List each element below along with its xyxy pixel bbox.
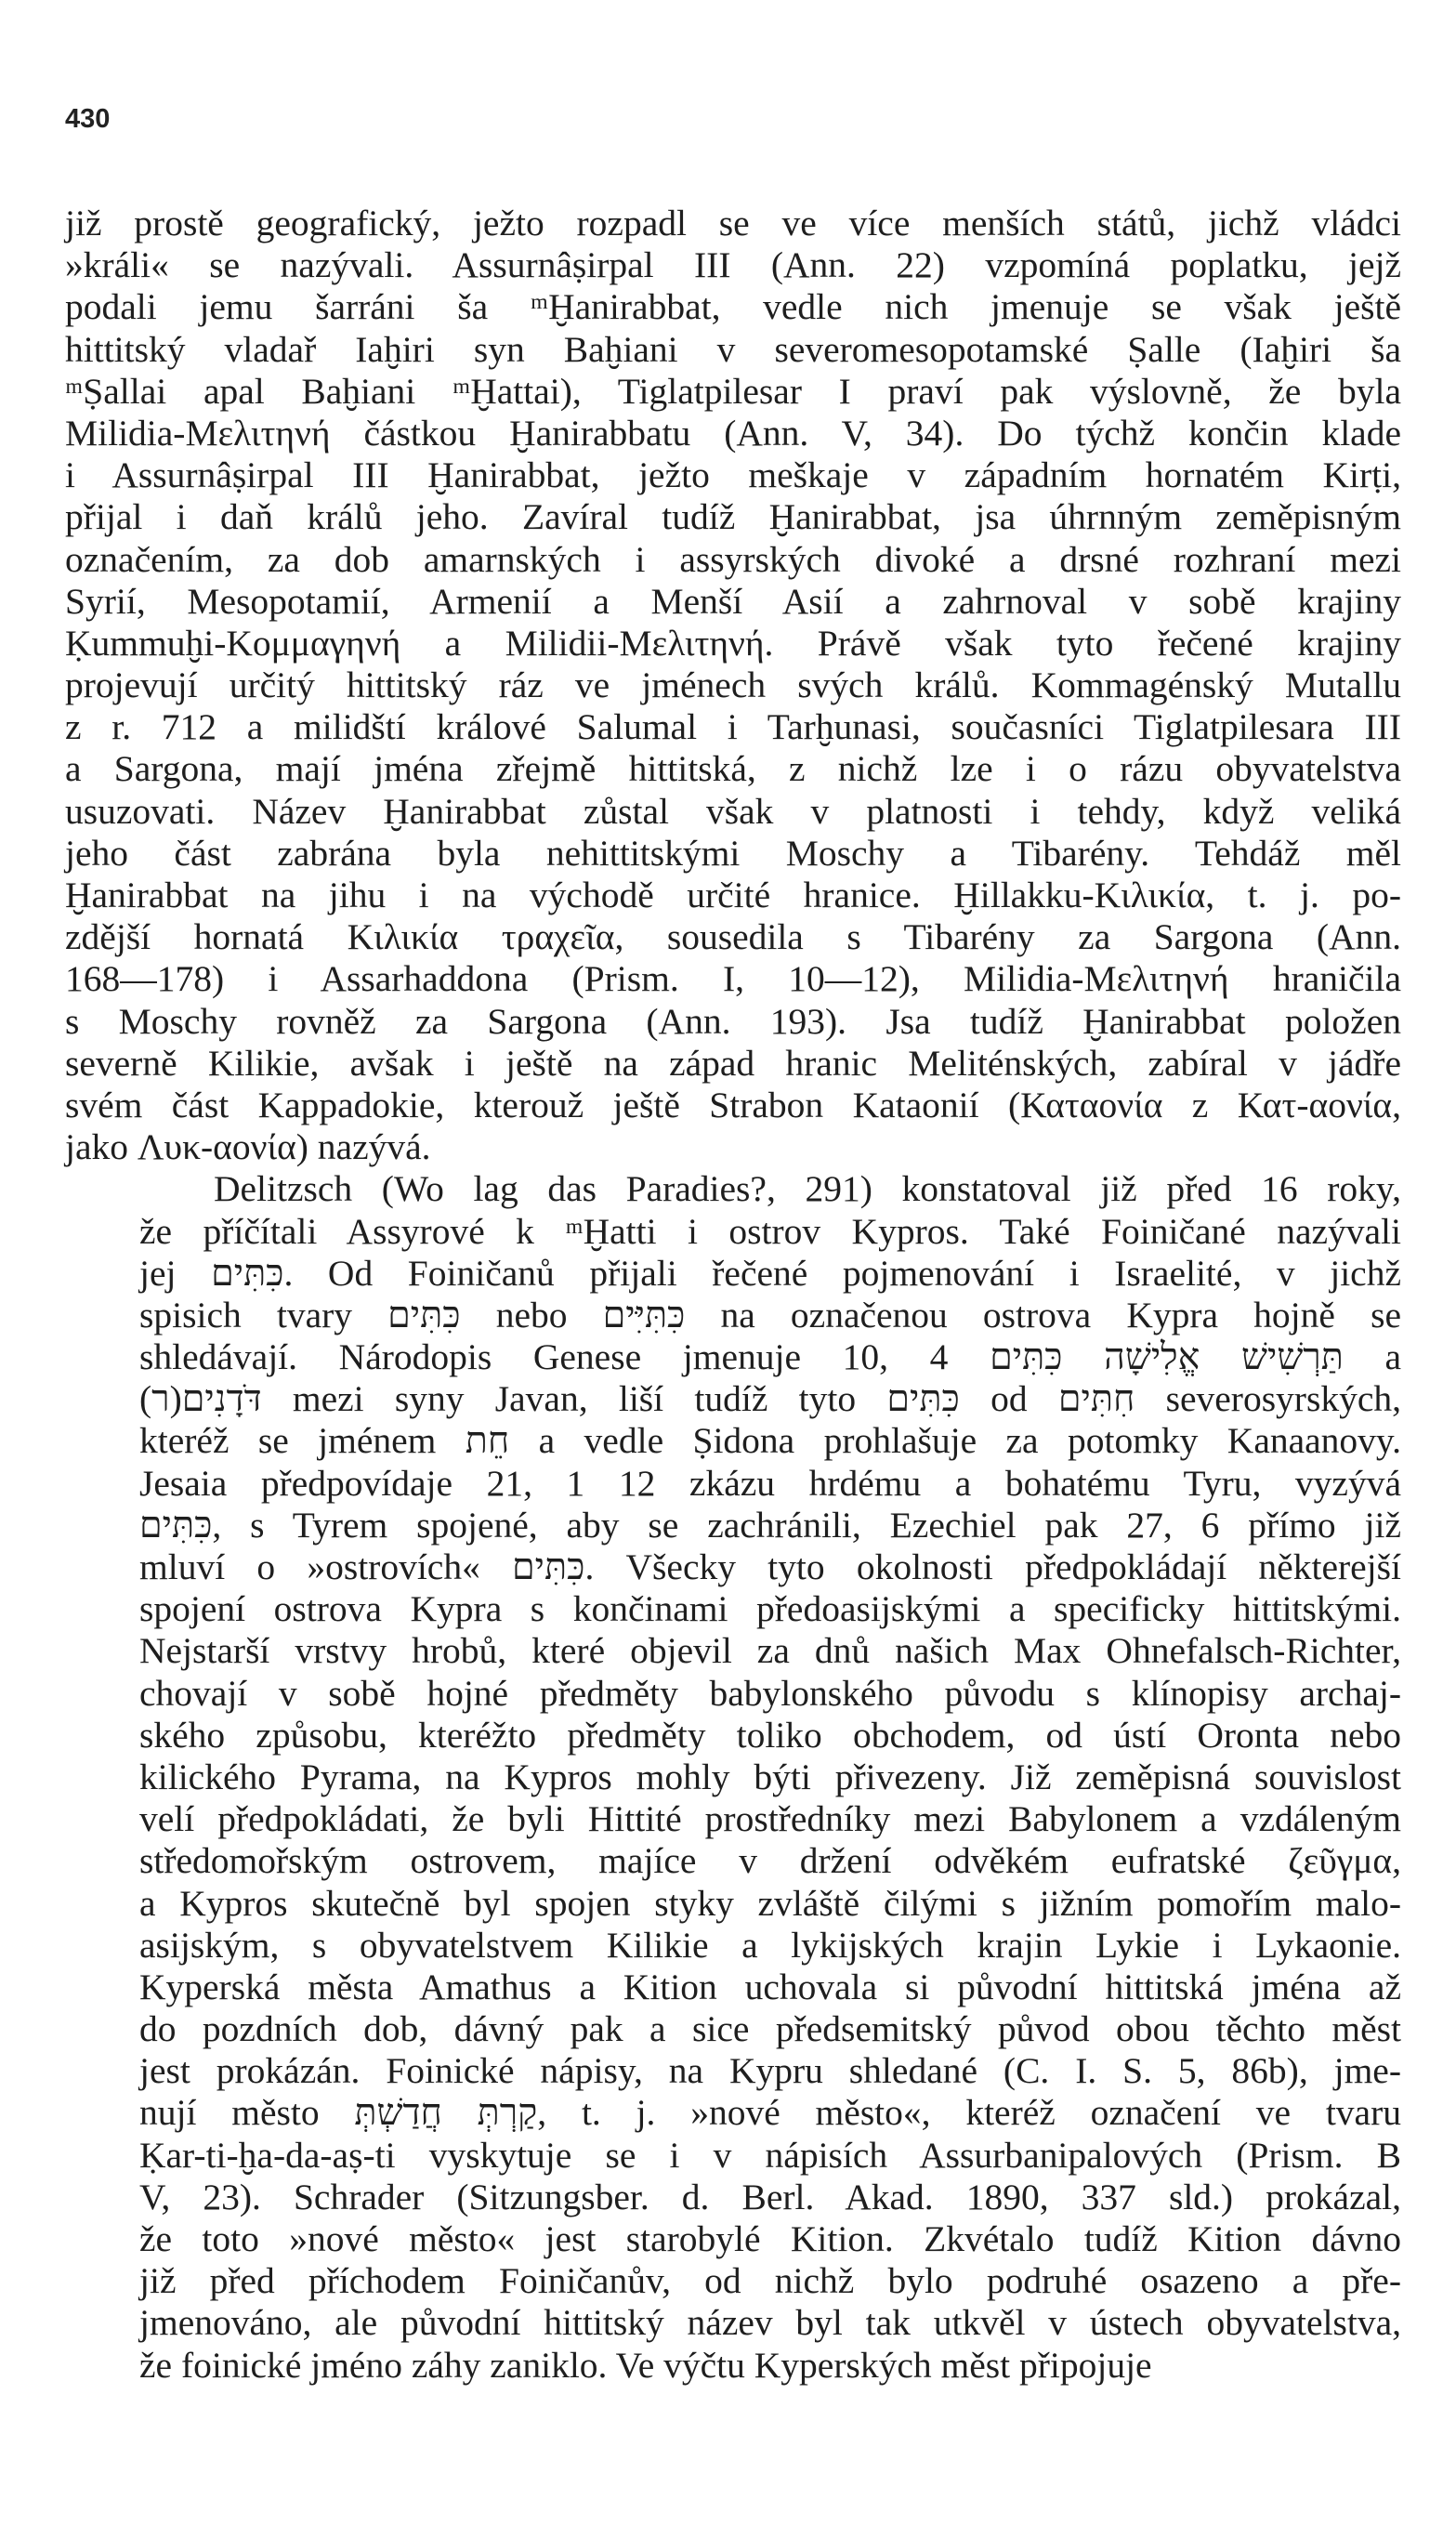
- text-line: Ḳar-ti-ḫa-da-aṣ-ti vyskytuje se i v nápisích Assurbanipalových (Prism. B: [139, 2134, 1401, 2176]
- text-line: i Assurnâṣirpal III Ḫanirabbat, ježto meškaje v západním hornatém Kirṭi,: [65, 454, 1401, 496]
- text-line: chovají v sobě hojné předměty babylonského původu s klínopisy archaj-: [139, 1672, 1401, 1714]
- text-line: do pozdních dob, dávný pak a sice předsemitský původ obou těchto měst: [139, 2008, 1401, 2050]
- text-line: označením, za dob amarnských i assyrských divoké a drsné rozhraní mezi: [65, 538, 1401, 580]
- paragraph-2: [65, 1168, 1401, 2386]
- text-line: asijským, s obyvatelstvem Kilikie a lykijských krajin Lykie i Lykaonie.: [139, 1924, 1401, 1966]
- text-line: (ר)דֹּדָנִים mezi syny Javan, liší tudíž tyto כִּתִּים od חִתִּים severosyrských,: [139, 1378, 1401, 1420]
- text-line: jest prokázán. Foinické nápisy, na Kypru shledané (C. I. S. 5, 86b), jme-: [139, 2050, 1401, 2092]
- text-line: Kyperská města Amathus a Kition uchovala si původní hittitská jména až: [139, 1966, 1401, 2007]
- text-line: V, 23). Schrader (Sitzungsber. d. Berl. Akad. 1890, 337 sld.) prokázal,: [139, 2176, 1401, 2217]
- text-line: ského způsobu, kteréžto předměty toliko obchodem, od ústí Oronta nebo: [139, 1714, 1401, 1756]
- page-number: 430: [65, 104, 111, 134]
- text-line: podali jemu šarráni ša ᵐḪanirabbat, vedle nich jmenuje se však ještě: [65, 286, 1401, 328]
- text-line: Ḳummuḫi-Κομμαγηνή a Milidii-Μελιτηνή. Právě však tyto řečené krajiny: [65, 622, 1401, 664]
- text-line: jmenováno, ale původní hittitský název byl tak utkvěl v ústech obyvatelstva,: [139, 2302, 1401, 2344]
- text-line: nují město קַרְתְּ חֲדַשְׁתְּ, t. j. »nové město«, kteréž označení ve tvaru: [139, 2092, 1401, 2134]
- text-line: hittitský vladař Iaḫiri syn Baḫiani v severomesopotamské Ṣalle (Iaḫiri ša: [65, 328, 1401, 370]
- text-line: že příčítali Assyrové k ᵐḪatti i ostrov Kypros. Také Foiničané nazývali: [139, 1210, 1401, 1252]
- text-line: kteréž se jménem חֵת a vedle Ṣidona prohlašuje za potomky Kanaanovy.: [139, 1420, 1401, 1462]
- text-line: že toto »nové město« jest starobylé Kition. Zkvétalo tudíž Kition dávno: [139, 2218, 1401, 2259]
- text-line: jej כִּתִּים. Od Foiničanů přijali řečené pojmenování i Israelité, v jichž: [139, 1252, 1401, 1294]
- text-line: s Moschy rovněž za Sargona (Ann. 193). Jsa tudíž Ḫanirabbat položen: [65, 1000, 1401, 1042]
- text-line: jeho část zabrána byla nehittitskými Moschy a Tibarény. Tehdáž měl: [65, 832, 1401, 874]
- text-line: a Kypros skutečně byl spojen styky zvláště čilými s jižním pomořím malo-: [139, 1882, 1401, 1924]
- text-line: velí předpokládati, že byli Hittité prostředníky mezi Babylonem a vzdáleným: [139, 1798, 1401, 1840]
- text-line: »králi« se nazývali. Assurnâṣirpal III (Ann. 22) vzpomíná poplatku, jejž: [65, 244, 1401, 286]
- text-line: shledávají. Národopis Genese jmenuje 10, 4 תַּרְשִׁישׁ אֱלִישָׁה כִּתִּים a: [139, 1336, 1401, 1378]
- text-line: středomořským ostrovem, majíce v držení odvěkém eufratské ζεῦγμα,: [139, 1840, 1401, 1882]
- text-line: že foinické jméno záhy zaniklo. Ve výčtu Kyperských měst připojuje: [139, 2344, 1152, 2386]
- text-line: Jesaia předpovídaje 21, 1 12 zkázu hrdému a bohatému Tyru, vyzývá: [139, 1462, 1401, 1504]
- text-line: Ḫanirabbat na jihu i na východě určité hranice. Ḫillakku-Κιλικία, t. j. po-: [65, 875, 1401, 915]
- body-text: [65, 203, 1401, 2387]
- text-line: projevují určitý hittitský ráz ve jménech svých králů. Kommagénský Mutallu: [65, 664, 1401, 706]
- text-line: zdější hornatá Κιλικία τραχεῖα, sousedila s Tibarény za Sargona (Ann.: [65, 916, 1401, 958]
- text-line: kilického Pyrama, na Kypros mohly býti přivezeny. Již zeměpisná souvislost: [139, 1756, 1401, 1797]
- paragraph-1: [65, 203, 1401, 1168]
- text-line: Nejstarší vrstvy hrobů, které objevil za dnů našich Max Ohnefalsch-Richter,: [139, 1630, 1401, 1672]
- text-line: 168—178) i Assarhaddona (Prism. I, 10—12), Milidia-Μελιτηνή hraničila: [65, 958, 1401, 1000]
- text-line: spojení ostrova Kypra s končinami předoasijskými a specificky hittitskými.: [139, 1588, 1401, 1630]
- text-line: svém část Kappadokie, kterouž ještě Strabon Kataonií (Καταονία z Κατ-αονία,: [65, 1084, 1401, 1125]
- text-line: spisich tvary כִּתִּים nebo כִּתִּיִּים na označenou ostrova Kypra hojně se: [139, 1294, 1401, 1335]
- text-line: Syrií, Mesopotamií, Armenií a Menší Asií a zahrnoval v sobě krajiny: [65, 580, 1401, 622]
- text-line: usuzovati. Název Ḫanirabbat zůstal však v platnosti i tehdy, když veliká: [65, 790, 1401, 832]
- text-line: severně Kilikie, avšak i ještě na západ hranic Meliténských, zabíral v jádře: [65, 1042, 1401, 1084]
- text-line: již před příchodem Foiničanův, od nichž bylo podruhé osazeno a pře-: [139, 2260, 1401, 2302]
- text-line: ᵐṢallai apal Baḫiani ᵐḪattai), Tiglatpilesar I praví pak výslovně, že byla: [65, 370, 1401, 412]
- text-line: mluví o »ostrovích« כִּתִּים. Všecky tyto okolnosti předpokládají některejší: [139, 1546, 1401, 1587]
- text-line: již prostě geografický, ježto rozpadl se ve více menších států, jichž vládci: [65, 203, 1401, 243]
- text-line: jako Λυκ-αονία) nazývá.: [65, 1126, 431, 1168]
- text-line: přijal i daň králů jeho. Zavíral tudíž Ḫanirabbat, jsa úhrnným zeměpisným: [65, 496, 1401, 538]
- text-line: Delitzsch (Wo lag das Paradies?, 291) konstatoval již před 16 roky,: [214, 1168, 1401, 1210]
- text-line: z r. 712 a milidští králové Salumal i Tarḫunasi, současníci Tiglatpilesara III: [65, 706, 1401, 748]
- text-line: a Sargona, mají jména zřejmě hittitská, z nichž lze i o rázu obyvatelstva: [65, 748, 1401, 790]
- text-line: Milidia-Μελιτηνή částkou Ḫanirabbatu (Ann. V, 34). Do týchž končin klade: [65, 412, 1401, 454]
- text-line: כִּתִּים, s Tyrem spojené, aby se zachránili, Ezechiel pak 27, 6 přímo již: [139, 1504, 1401, 1546]
